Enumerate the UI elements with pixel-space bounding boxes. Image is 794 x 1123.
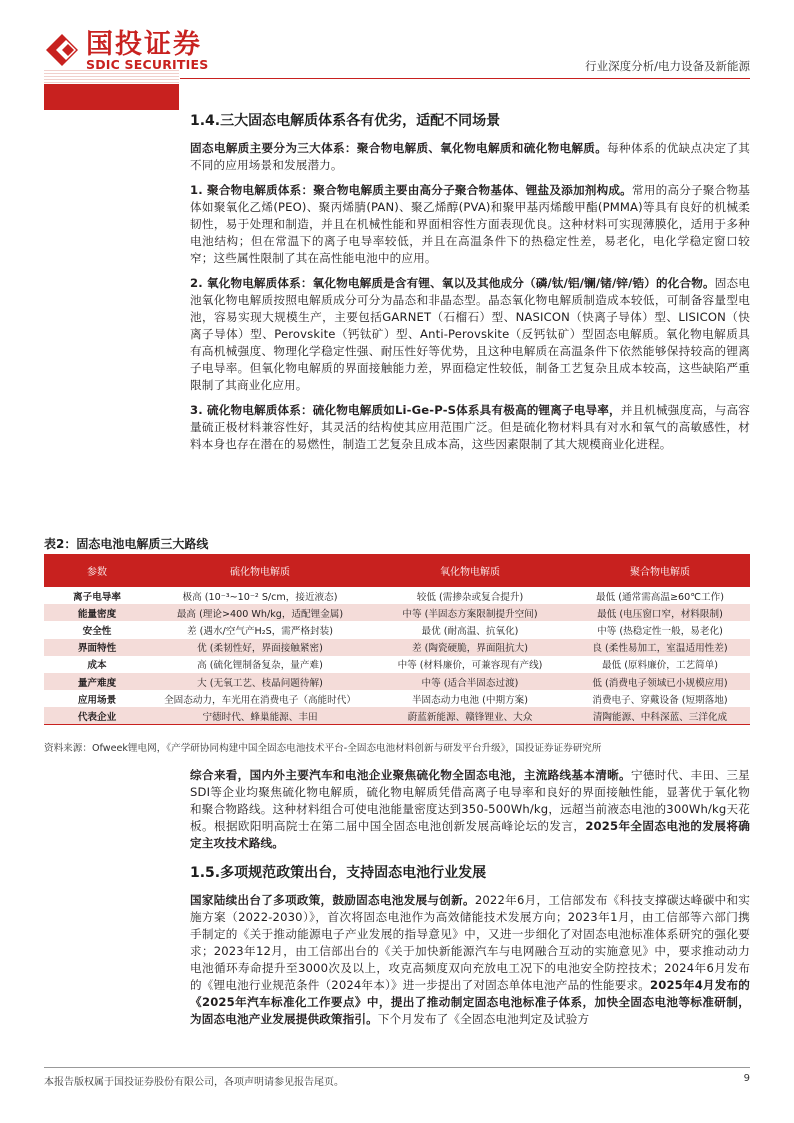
intro-rest: 每种体系的优缺点决定了其不同的应用场景和发展潜力。	[190, 141, 750, 172]
table-cell: 界面特性	[44, 639, 150, 656]
table-cell: 中等 (材料廉价，可兼容现有产线)	[397, 660, 543, 672]
table-cell: 能量密度	[44, 604, 150, 621]
table-header-cell: 参数	[44, 554, 150, 587]
policy-bold-2: 2025年4月发布的《2025年汽车标准化工作要点》中，提出了推动制定固态电池标准子体系，加快全固态电池等标准研制，为固态电池产业发展提供政策指引。	[190, 978, 751, 1026]
table-cell: 成本	[87, 660, 107, 672]
table-cell: 大 (无氧工艺、枝晶问题待解)	[150, 673, 370, 690]
oxide-bold: 2. 氧化物电解质体系：氧化物电解质是含有锂、氧以及其他成分（磷/钛/铝/镧/锗/锌/锆）的化合物。	[190, 276, 715, 290]
table-header-cell: 氧化物电解质	[370, 554, 570, 587]
table-row	[44, 690, 750, 707]
table-cell: 全固态动力，车光用在消费电子（高能时代）	[164, 694, 356, 706]
table-header-cell: 硫化物电解质	[150, 554, 370, 587]
table-cell: 代表企业	[44, 707, 150, 724]
polymer-paragraph	[190, 182, 750, 267]
polymer-rest: 常用的高分子聚合物基体如聚氧化乙烯(PEO)、聚丙烯腈(PAN)、聚乙烯醇(PVA)和聚甲基丙烯酸甲酯(PMMA)等具有良好的机械柔韧性，易于处理和制造，并且在机械性能和界面相容性方面表现优良。这种材料可实现薄膜化，适用于多种电池结构；但在常温下的离子电导率较低，并且在高温条件下的热稳定性差，易老化，电化学稳定窗口较窄；这些属性限制了其在高性能电池中的应用。	[190, 183, 750, 265]
table-cell: 安全性	[82, 625, 112, 637]
table-source: 资料来源：Ofweek锂电网，《产学研协同构建中国全固态电池技术平台-全固态电池材料创新与研发平台升级》，国投证券证券研究所	[44, 743, 602, 754]
summary-bold-1: 综合来看，国内外主要汽车和电池企业聚焦硫化物全固态电池，主流路线基本清晰。	[190, 768, 631, 782]
table-cell: 中等 (适合半固态过渡)	[370, 673, 570, 690]
summary-block	[190, 767, 750, 852]
table-row	[44, 707, 750, 724]
table-cell: 最优 (耐高温、抗氧化)	[421, 625, 519, 637]
section-1-4	[190, 110, 750, 453]
footer-disclaimer: 本报告版权属于国投证券股份有限公司，各项声明请参见报告尾页。	[44, 1077, 344, 1088]
table-cell: 低 (消费电子领域已小规模应用)	[570, 673, 750, 690]
table-row	[44, 673, 750, 690]
table-cell: 最低 (原料廉价，工艺简单)	[601, 660, 719, 672]
table-cell: 极高 (10⁻³~10⁻² S/cm，接近液态)	[182, 591, 338, 603]
table-cell: 最低 (电压窗口窄，材料限制)	[570, 604, 750, 621]
sulfide-bold: 3. 硫化物电解质体系：硫化物电解质如Li-Ge-P-S体系具有极高的锂离子电导率，	[190, 403, 621, 417]
polymer-bold: 1. 聚合物电解质体系：聚合物电解质主要由高分子聚合物基体、锂盐及添加剂构成。	[190, 183, 632, 197]
intro-bold: 固态电解质主要分为三大体系：聚合物电解质、氧化物电解质和硫化物电解质。	[190, 141, 608, 155]
sulfide-paragraph	[190, 402, 750, 453]
table-cell: 应用场景	[77, 694, 117, 706]
summary-rest-1: 宁德时代、丰田、三星SDI等企业均聚焦硫化物电解质，硫化物电解质凭借高离子电导率和良好的界面接触性能，显著优于氧化物和聚合物路线。这种材料组合可使电池能量密度达到350-500Wh/kg，远超当前液态电池的300Wh/kg天花板。根据欧阳明高院士在第二届中国全固态电池创新发展高峰论坛的发言，	[190, 768, 750, 833]
table-row	[44, 656, 750, 673]
table-cell: 消费电子、穿戴设备 (短期落地)	[592, 694, 728, 706]
section-title: 1.4.三大固态电解质体系各有优劣，适配不同场景	[190, 113, 501, 129]
intro-paragraph	[190, 140, 750, 174]
table-cell: 较低 (需掺杂或复合提升)	[416, 591, 524, 603]
oxide-rest: 固态电池氧化物电解质按照电解质成分可分为晶态和非晶态型。晶态氧化物电解质制造成本较低，可制备容量型电池，容易实现大规模生产，主要包括GARNET（石榴石）型、NASICON（快离子导体）型、LISICON（快离子导体）型、Perovskite（钙钛矿）型、Anti-Perovskite（反钙钛矿）型固态电解质。氧化物电解质具有高机械强度、物理化学稳定性强、耐压性好等优势，且这种电解质在高温条件下依然能够保持较高的锂离子电导率。但氧化物电解质的界面接触能力差，界面稳定性较低，制备工艺复杂且成本较高，这些缺陷严重限制了其商业化应用。	[190, 276, 750, 392]
table-cell: 量产难度	[44, 673, 150, 690]
summary-paragraph	[190, 767, 750, 852]
table-title: 表2：固态电池电解质三大路线	[44, 537, 209, 551]
header-rule	[180, 78, 750, 79]
policy-paragraph	[190, 892, 750, 1028]
logo-text-cn: 国投证券	[86, 29, 202, 60]
table-cell: 半固态动力电池 (中期方案)	[411, 694, 529, 706]
table-row	[44, 587, 750, 604]
policy-rest-2: 下个月发布了《全固态电池判定及试验方	[377, 1012, 590, 1026]
table-cell: 差 (遇水/空气产H₂S，需严格封装)	[186, 625, 334, 637]
table-header-row	[44, 554, 750, 587]
logo-text-en: SDIC SECURITIES	[86, 57, 209, 72]
oxide-paragraph	[190, 275, 750, 394]
table-cell: 中等 (半固态方案限制提升空间)	[370, 604, 570, 621]
table-cell: 差 (陶瓷硬脆，界面阻抗大)	[370, 639, 570, 656]
sulfide-rest: 并且机械强度高，与高容量硫正极材料兼容性好，其灵活的结构使其应用范围广泛。但是硫化物材料具有对水和氧气的高敏感性，材料本身也存在潜在的易燃性，制造工艺复杂且成本高，这些因素限制了其大规模商业化进程。	[190, 403, 750, 451]
header-red-bar	[44, 84, 179, 110]
table-cell: 宁德时代、蜂巢能源、丰田	[150, 707, 370, 724]
section-1-5	[190, 862, 750, 1028]
summary-bold-2: 2025年全固态电池的发展将确定主攻技术路线。	[190, 819, 750, 850]
table-row	[44, 604, 750, 621]
electrolyte-comparison-table	[44, 554, 750, 725]
policy-bold-1: 国家陆续出台了多项政策，鼓励固态电池发展与创新。	[190, 893, 475, 907]
table-cell: 优 (柔韧性好，界面接触紧密)	[150, 639, 370, 656]
section-title: 1.5.多项规范政策出台，支持固态电池行业发展	[190, 865, 487, 881]
table-cell: 清陶能源、中科深蓝、三洋化成	[570, 707, 750, 724]
table-row	[44, 639, 750, 656]
table-cell: 高 (硫化锂制备复杂，量产难)	[197, 660, 323, 672]
table-cell: 最高 (理论>400 Wh/kg，适配锂金属)	[150, 604, 370, 621]
table-cell: 最低 (通常需高温≥60℃工作)	[596, 591, 724, 603]
table-header-cell: 聚合物电解质	[570, 554, 750, 587]
policy-rest-1: 2022年6月，工信部发布《科技支撑碳达峰碳中和实施方案（2022-2030）》，首次将固态电池作为高效储能技术发展方向；2023年1月，由工信部等六部门携手制定的《关于推动能源电子产业发展的指导意见》中，又进一步细化了对固态电池标准体系研究的强化要求；2023年12月，由工信部出台的《关于加快新能源汽车与电网融合互动的实施意见》中，要求推动动力电池循环寿命提升至3000次及以上，攻克高频度双向充放电工况下的电池安全防控技术；2024年6月发布的《锂电池行业规范条件（2024年本）》进一步提出了对固态单体电池产品的性能要求。	[190, 893, 750, 992]
page-number: 9	[743, 1073, 750, 1084]
table-row	[44, 621, 750, 638]
table-cell: 良 (柔性易加工，室温适用性差)	[570, 639, 750, 656]
table-cell: 蔚蓝新能源、赣锋锂业、大众	[370, 707, 570, 724]
table-cell: 中等 (热稳定性一般，易老化)	[597, 625, 723, 637]
footer-rule	[44, 1067, 750, 1068]
report-category: 行业深度分析/电力设备及新能源	[585, 59, 750, 73]
table-cell: 离子电导率	[73, 591, 121, 603]
